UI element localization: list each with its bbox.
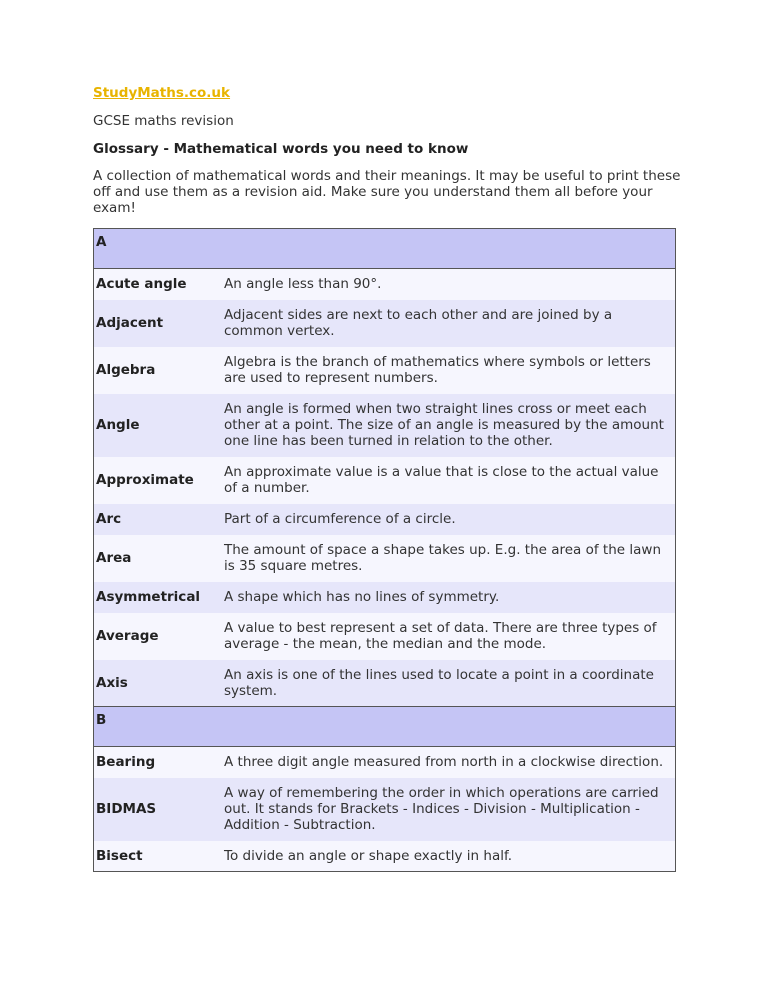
term-cell: Algebra — [94, 347, 223, 394]
definition-cell: To divide an angle or shape exactly in half. — [222, 841, 676, 872]
table-row — [94, 841, 676, 872]
table-row — [94, 504, 676, 535]
term-cell: Adjacent — [94, 300, 223, 347]
term-cell: BIDMAS — [94, 778, 223, 841]
definition-cell: An axis is one of the lines used to locate a point in a coordinate system. — [222, 660, 676, 707]
table-row — [94, 394, 676, 457]
definition-cell: An angle is formed when two straight lines cross or meet each other at a point. The size of an angle is measured by the amount one line has been turned in relation to the other. — [222, 394, 676, 457]
table-row — [94, 347, 676, 394]
term-cell: Asymmetrical — [94, 582, 223, 613]
section-header-b — [94, 707, 676, 747]
table-row — [94, 457, 676, 504]
site-link[interactable]: StudyMaths.co.uk — [93, 85, 231, 101]
table-row — [94, 747, 676, 778]
table-row — [94, 535, 676, 582]
term-cell: Approximate — [94, 457, 223, 504]
intro-paragraph: A collection of mathematical words and their meanings. It may be useful to print these off and use them as a revision aid. Make sure you understand them all before your exam! — [93, 168, 681, 217]
term-cell: Arc — [94, 504, 223, 535]
definition-cell: An approximate value is a value that is close to the actual value of a number. — [222, 457, 676, 504]
definition-cell: An angle less than 90°. — [222, 269, 676, 300]
section-letter: B — [94, 707, 676, 747]
section-header-a — [94, 229, 676, 269]
table-row — [94, 300, 676, 347]
term-cell: Average — [94, 613, 223, 660]
definition-cell: Algebra is the branch of mathematics where symbols or letters are used to represent numbers. — [222, 347, 676, 394]
definition-cell: Part of a circumference of a circle. — [222, 504, 676, 535]
glossary-table — [93, 228, 676, 872]
definition-cell: A shape which has no lines of symmetry. — [222, 582, 676, 613]
definition-cell: Adjacent sides are next to each other and are joined by a common vertex. — [222, 300, 676, 347]
table-row — [94, 778, 676, 841]
term-cell: Acute angle — [94, 269, 223, 300]
section-letter: A — [94, 229, 676, 269]
table-row — [94, 660, 676, 707]
term-cell: Axis — [94, 660, 223, 707]
definition-cell: A three digit angle measured from north in a clockwise direction. — [222, 747, 676, 778]
definition-cell: A way of remembering the order in which operations are carried out. It stands for Brackets - Indices - Division - Multiplication - Addition - Subtraction. — [222, 778, 676, 841]
page-subtitle: GCSE maths revision — [93, 113, 234, 129]
term-cell: Area — [94, 535, 223, 582]
definition-cell: The amount of space a shape takes up. E.g. the area of the lawn is 35 square metres. — [222, 535, 676, 582]
table-row — [94, 613, 676, 660]
term-cell: Bearing — [94, 747, 223, 778]
term-cell: Angle — [94, 394, 223, 457]
table-row — [94, 269, 676, 300]
page-heading: Glossary - Mathematical words you need to know — [93, 141, 469, 157]
definition-cell: A value to best represent a set of data. There are three types of average - the mean, the median and the mode. — [222, 613, 676, 660]
term-cell: Bisect — [94, 841, 223, 872]
table-row — [94, 582, 676, 613]
